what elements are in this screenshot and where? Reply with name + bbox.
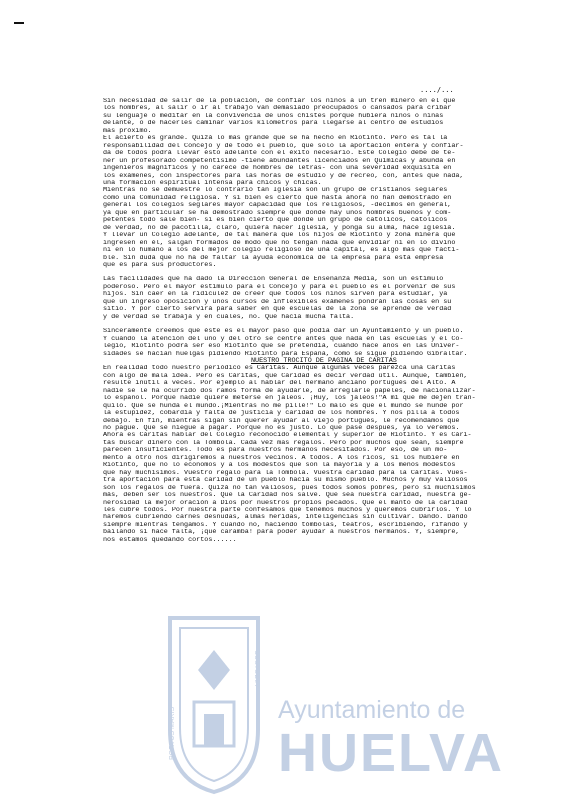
ayuntamiento-huelva-watermark — [160, 610, 550, 800]
text-line: En realidad todo nuestro periódico es Cáritas. Aunque algunas veces parezca una Cáritas — [103, 365, 456, 373]
text-line: les cubre todos. Por nuestra parte confesamos que tenemos muchos y queremos cubrirlos. Y lo — [103, 507, 472, 515]
text-line: Y llevar un Colegio adelante, de tal manera que los hijos de Riotinto y zona minera que — [103, 232, 456, 240]
text-line: debajo. En fin, mientras sigan sin querer ayudar al viejo portugués, le recomendamos que — [103, 417, 460, 425]
text-line: su lenguaje o meditar en la convivencia de unos chistes porque hubiera niños o niñas — [103, 112, 444, 120]
text-line: una formación espiritual intensa para chicos y chicas. — [103, 179, 322, 187]
text-line: bailando si hace falta, ¡qué caramba! para poder ayudar a nuestros hermanos. Y, siempre, — [103, 529, 460, 537]
text-line: como una Comunidad religiosa. Y si bien es cierto que hasta ahora no han demostrado en — [103, 194, 452, 202]
paragraph-colegio — [103, 98, 521, 269]
text-line: responsabilidad del Concejo y de todo el pueblo, que solo la aportación entera y confiar- — [103, 142, 464, 150]
paragraph-conclusion — [103, 328, 521, 358]
text-line: ni en lo humano a los del mejor colegio religioso de una capital, es algo mas que facti- — [103, 247, 460, 255]
text-line: quilo. Que se hunda el mundo.¡Mientras no me pille!" Lo malo es que el mundo se hunde por — [103, 402, 464, 410]
text-line: da de todos podrá llevar ésto adelante con el éxito necesario. Este Colegio debe de te- — [103, 150, 456, 158]
text-line: Y cuando la atención del uno y del otro se centre antes que nada en las escuelas y el Co- — [103, 335, 464, 343]
text-line: Las facilidades que ha dado la Dirección General de Enseñanza Media, son un estímulo — [103, 276, 444, 284]
text-line: Sin necesidad de salir de la población, de confiar los niños a un tren minero en el que — [103, 98, 456, 105]
caritas-heading: NUESTRO TROCITO DE PAGINA DE CARITAS — [251, 356, 397, 365]
text-line: mas próximo. — [103, 127, 152, 135]
text-line: ya que en particular se ha demostrado siempre que donde hay unos hombres buenos y com- — [103, 209, 452, 217]
text-line: con algo de mala idea. Pero es Cáritas, que Caridad es decir verdad útil. Aunque, también, — [103, 372, 468, 380]
text-line: lo español. Porque nadie quiere meterse en jaleos. ¡Huy, los jaleos!"A mí que me dejen tran- — [103, 395, 476, 403]
text-line: mento a otro nos dirigiremos a nuestros vecinos. A todos. A los ricos, si los hubiere en — [103, 454, 460, 462]
staple-mark — [14, 22, 24, 24]
text-line: sitio. Y por cierto servirá para saber en qué escuelas de la zona se aprende de verdad — [103, 306, 452, 314]
text-line: ingenieros magníficos y no carece de hombres de letras- con una severidad exquisita en — [103, 165, 452, 173]
text-line: delante, o de hacerles caminar varios kilómetros para llegarse al centro de estudios — [103, 120, 444, 128]
text-line: más, deben ser los nuestros. Que la Caridad nos salve. Que sea nuestra caridad, nuestra ge- — [103, 492, 472, 500]
text-line: tra aportación para esta caridad de un pueblo hacia su mismo pueblo. Muchos y muy valiosos — [103, 477, 468, 485]
svg-text:PORTUS MARIS: PORTUS MARIS — [169, 706, 176, 760]
paragraph-caritas — [103, 365, 521, 544]
paragraph-facilidades — [103, 276, 521, 321]
document-body — [103, 98, 521, 544]
page-continuation-marker: ..../... — [420, 86, 454, 94]
text-line: no pague. Que se niegue a pagar. Porque no es justo. Lo que pase después, ya lo veremos. — [103, 425, 460, 433]
text-line: y de verdad se trabaja y en cuáles, no. Que hacía mucha falta. — [103, 313, 355, 321]
text-line: que hay muchísimos. Vuestro regalo para la Tómbola. Vuestra caridad para la Cáritas. Vues- — [103, 469, 468, 477]
text-line: ingresen en él, salgan formados de modo que no tengan nada que envidiar ni en lo divino — [103, 239, 456, 247]
text-line: Mientras no se demuestre lo contrario tan Iglesia son un grupo de cristianos seglares — [103, 187, 448, 195]
text-line: general los colegios seglares mayor capacidad que los religiosos, -decimos en general, — [103, 202, 452, 210]
text-line: nadie se le ha ocurrido dos ramos forma de ayudarle, de arreglarle papeles, de nacionalizar- — [103, 387, 476, 395]
text-line: hijos. Sin caer en la ridiculez de creer que todos los niños sirven para estudiar, ya — [103, 291, 448, 299]
text-line: los exámenes, con inspectores para las horas de estudio y de recreo, con, antes que nada, — [103, 172, 464, 180]
text-line: El acierto es grande. Quizá lo mas grande que se ha hecho en Riotinto. Pero es tal la — [103, 135, 448, 143]
text-line: resulte inútil a veces. Por ejemplo al hablar del hermano anciano portugués del Alto. A — [103, 380, 456, 388]
text-line: petentes todo sale bien- si es bien cierto que donde un grupo de católicos, católicos — [103, 217, 448, 225]
text-line: sidades se hacían huelgas pidiendo Riotinto para España, como se sigue pidiendo Gibraltar. — [103, 350, 468, 358]
text-line: Sinceramente creemos que éste es el mayor paso que podía dar un Ayuntamiento y un pueblo. — [103, 328, 464, 336]
text-line: parecen insuficientes. Todo es para nuestros hermanos necesitados. Por eso, de un mo- — [103, 447, 448, 455]
text-line: la estupidez, cobardía y falta de justicia y caridad de los hombres. Y nos pilla a todos — [103, 410, 460, 418]
text-line: que un ingreso oposición y unos cursos de inflexibles exámenes pondrán las cosas en su — [103, 298, 452, 306]
text-line: son los regalos de fuera. Quizá no tan valiosos, pues todos somos pobres, pero sí muchísimos — [103, 484, 476, 492]
watermark-line1: Ayuntamiento de — [278, 696, 466, 724]
svg-text:CUSTODIA: CUSTODIA — [253, 650, 260, 687]
watermark-line2: HUELVA — [278, 723, 504, 783]
text-line: de verdad, no de pacotilla, claro, quiera hacer Iglesia, y ponga su alma, hace Iglesia. — [103, 224, 456, 232]
text-line: legio, Riotinto podrá ser eso Riotinto que se pretendía, cuando hace años en las Univer- — [103, 343, 460, 351]
text-line: los hombres, al salir o ir al trabajo van demasiado preocupados o cansados para cribar — [103, 105, 452, 113]
text-line: nerosidad la mejor oración a Dios por nuestros propios pecados. Que el manto de la caridad — [103, 499, 468, 507]
city-seal-icon — [160, 610, 268, 795]
text-line: poderoso. Pero el mayor estímulo para el Concejo y para el pueblo es el porvenir de sus — [103, 283, 456, 291]
text-line: ner un profesorado competentísimo -tiene abundantes licenciados en Químicas y abunda en — [103, 157, 456, 165]
text-line: siempre mientras tengamos. Y cuando no, haciendo tómbolas, teatros, escribiendo, rifando y — [103, 521, 468, 529]
text-line: tas buscar dinero con la Tómbola. Cada vez mas regalos. Pero por muchos que sean, siempre — [103, 439, 464, 447]
text-line: nos estamos quedando cortos...... — [103, 536, 237, 544]
text-line: que es para sus productores. — [103, 261, 217, 269]
text-line: haremos cubriendo carnes desnudas, almas heridas, inteligencias sin cultivar. Dando. Dando — [103, 514, 468, 522]
text-line: Riotinto, que no lo economos y a los modestos que son la mayoría y a los menos modestos — [103, 462, 456, 470]
text-line: Ahora es Cáritas hablar del Colegio reconocido elemental y superior de Riotinto. Y es Cári- — [103, 432, 472, 440]
text-line: ble. Sin duda que no ha de faltar la ayuda económica de la empresa para esta empresa — [103, 254, 444, 262]
